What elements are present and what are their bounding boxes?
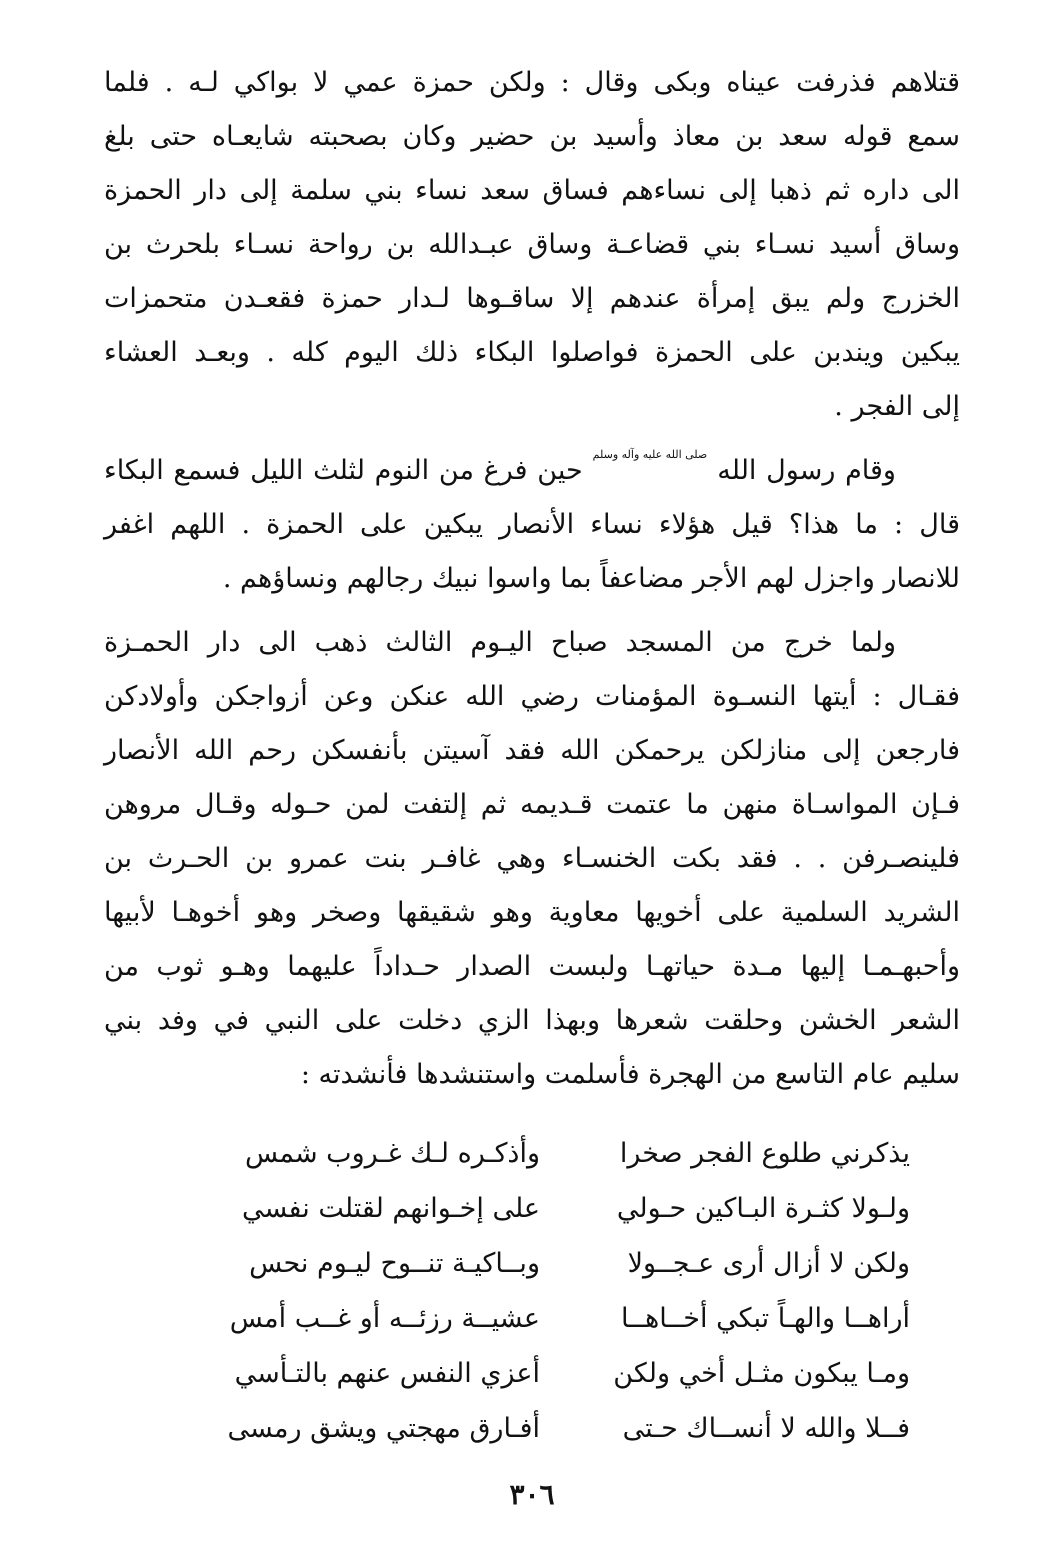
- verse-second-hemistich: أفـارق مهجتي ويشق رمسى: [227, 1413, 540, 1444]
- poem-verse: [170, 1181, 910, 1236]
- text-line: سمع قوله سعد بن معاذ وأسيد بن حضير وكان بصحبته شايعـاه حتى بلغ: [104, 121, 960, 152]
- text-line: يبكين ويندبن على الحمزة فواصلوا البكاء ذلك اليوم كله . وبعـد العشاء: [104, 337, 960, 368]
- paragraph-3: [104, 616, 960, 1102]
- poem-verse: [170, 1346, 910, 1401]
- verse-first-hemistich: ولكن لا أزال أرى عـجــولا: [627, 1248, 910, 1279]
- text-line: قتلاهم فذرفت عيناه وبكى وقال : ولكن حمزة عمي لا بواكي لـه . فلما: [104, 67, 960, 98]
- page-number: ٣٠٦: [509, 1478, 555, 1511]
- text-line: فـإن المواسـاة منهن ما عتمت قـديمه ثم إلتفت لمن حـوله وقـال مروهن: [104, 789, 960, 820]
- text-fragment: وقام رسول الله: [717, 455, 896, 486]
- paragraph-2: [104, 444, 960, 606]
- poem-verse: [170, 1126, 910, 1181]
- text-line: إلى الفجر .: [834, 391, 960, 422]
- salutation-glyph: صلى الله عليه وآله وسلم: [592, 448, 708, 461]
- verse-second-hemistich: عشيــة رزئــه أو غــب أمس: [229, 1303, 540, 1334]
- verse-first-hemistich: فــلا والله لا أنســاك حـتى: [622, 1413, 910, 1444]
- verse-first-hemistich: ومـا يبكون مثـل أخي ولكن: [613, 1358, 910, 1389]
- text-line: وساق أسيد نسـاء بني قضاعـة وساق عبـدالله بن رواحة نسـاء بلحرث بن: [104, 229, 960, 260]
- text-fragment: حين فرغ من النوم لثلث الليل فسمع البكاء: [104, 455, 583, 486]
- text-line: فقـال : أيتها النسـوة المؤمنات رضي الله عنكن وعن أزواجكن وأولادكن: [104, 681, 960, 712]
- text-line: للانصار واجزل لهم الأجر مضاعفاً بما واسوا نبيك رجالهم ونساؤهم .: [222, 563, 960, 594]
- main-text: [104, 56, 960, 1112]
- verse-second-hemistich: أعزي النفس عنهم بالتـأسي: [234, 1358, 540, 1389]
- text-line: الشريد السلمية على أخويها معاوية وهو شقيقها وصخر وهو أخوهـا لأبيها: [104, 897, 960, 928]
- text-line: الشعر الخشن وحلقت شعرها وبهذا الزي دخلت على النبي في وفد بني: [104, 1005, 960, 1036]
- text-line: سليم عام التاسع من الهجرة فأسلمت واستنشدها فأنشدته :: [300, 1059, 960, 1090]
- verse-first-hemistich: ولـولا كثـرة البـاكين حـولي: [616, 1193, 910, 1224]
- poem-verse: [170, 1236, 910, 1291]
- poem-verse: [170, 1291, 910, 1346]
- paragraph-1: [104, 56, 960, 434]
- text-line: ولما خرج من المسجد صباح اليـوم الثالث ذهب الى دار الحمـزة: [104, 627, 896, 658]
- text-line: وأحبهـمـا إليها مـدة حياتهـا ولبست الصدار حـداداً عليهما وهـو ثوب من: [104, 951, 960, 982]
- text-line: قال : ما هذا؟ قيل هؤلاء نساء الأنصار يبكين على الحمزة . اللهم اغفر: [104, 509, 960, 540]
- verse-first-hemistich: أراهــا والهـاً تبكي أخــاهــا: [620, 1303, 910, 1334]
- verse-second-hemistich: وبــاكيـة تنــوح ليـوم نحس: [249, 1248, 540, 1279]
- verse-second-hemistich: على إخـوانهم لقتلت نفسي: [241, 1193, 540, 1224]
- poem: [170, 1126, 910, 1456]
- poem-verse: [170, 1401, 910, 1456]
- text-line: [104, 444, 960, 498]
- text-line: فارجعن إلى منازلكن يرحمكن الله فقد آسيتن بأنفسكن رحم الله الأنصار: [104, 735, 960, 766]
- text-line: الخزرج ولم يبق إمرأة عندهم إلا ساقـوها لـدار حمزة فقعـدن متحمزات: [104, 283, 960, 314]
- text-line: فلينصـرفن . . فقد بكت الخنسـاء وهي غافـر بنت عمرو بن الحـرث بن: [104, 843, 960, 874]
- verse-first-hemistich: يذكرني طلوع الفجر صخرا: [619, 1138, 910, 1169]
- verse-second-hemistich: وأذكـره لـك غـروب شمس: [244, 1138, 540, 1169]
- text-line: الى داره ثم ذهبا إلى نساءهم فساق سعد نساء بني سلمة إلى دار الحمزة: [104, 175, 960, 206]
